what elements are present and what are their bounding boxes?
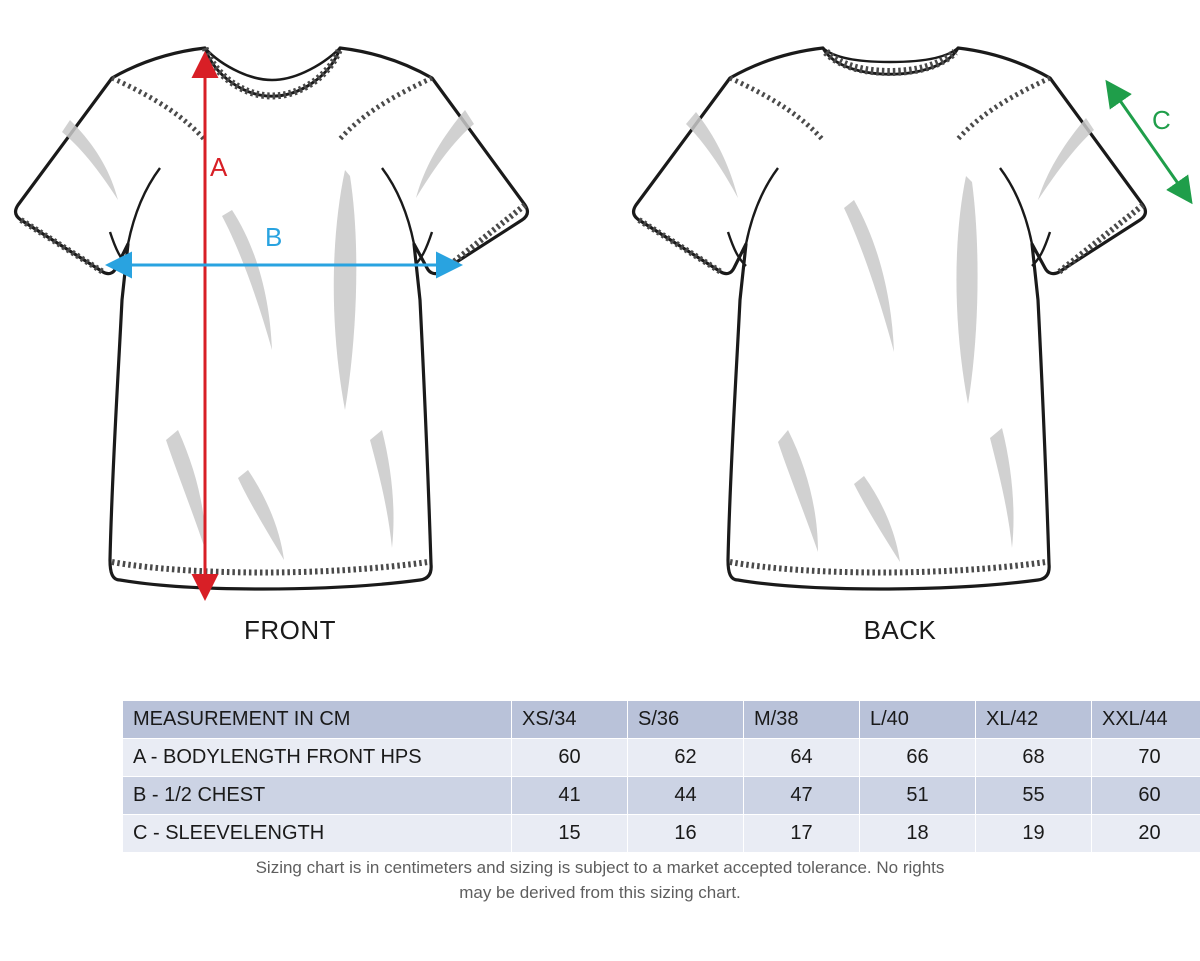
table-header-s: S/36 xyxy=(628,701,744,739)
size-table xyxy=(122,700,1200,853)
cell-sleeve-xxl: 20 xyxy=(1092,815,1200,853)
table-header-measurement: MEASUREMENT IN CM xyxy=(123,701,512,739)
cell-sleeve-xs: 15 xyxy=(512,815,628,853)
cell-chest-l: 51 xyxy=(860,777,976,815)
table-header-xl: XL/42 xyxy=(976,701,1092,739)
dimension-label-c: C xyxy=(1152,105,1171,135)
cell-sleeve-s: 16 xyxy=(628,815,744,853)
table-header-xxl: XXL/44 xyxy=(1092,701,1200,739)
cell-chest-xs: 41 xyxy=(512,777,628,815)
table-row xyxy=(123,739,1200,777)
cell-chest-m: 47 xyxy=(744,777,860,815)
dimension-label-b: B xyxy=(265,222,283,252)
tshirt-front-illustration xyxy=(16,48,528,589)
back-view-label: BACK xyxy=(863,615,937,645)
table-header-row xyxy=(123,701,1200,739)
tshirt-back-illustration xyxy=(634,48,1184,589)
measurement-line-c xyxy=(1114,92,1184,192)
cell-chest-xl: 55 xyxy=(976,777,1092,815)
dimension-label-a: A xyxy=(210,152,228,182)
cell-bodylength-xxl: 70 xyxy=(1092,739,1200,777)
cell-chest-s: 44 xyxy=(628,777,744,815)
table-header-xs: XS/34 xyxy=(512,701,628,739)
cell-sleeve-m: 17 xyxy=(744,815,860,853)
cell-bodylength-xs: 60 xyxy=(512,739,628,777)
row-label-bodylength: A - BODYLENGTH FRONT HPS xyxy=(123,739,512,777)
cell-bodylength-xl: 68 xyxy=(976,739,1092,777)
table-header-l: L/40 xyxy=(860,701,976,739)
table-header-m: M/38 xyxy=(744,701,860,739)
size-table-wrapper xyxy=(122,700,1168,853)
front-view-label: FRONT xyxy=(243,615,337,645)
disclaimer-line-2: may be derived from this sizing chart. xyxy=(459,883,741,902)
cell-sleeve-l: 18 xyxy=(860,815,976,853)
cell-bodylength-m: 64 xyxy=(744,739,860,777)
disclaimer-note xyxy=(0,855,1200,905)
disclaimer-line-1: Sizing chart is in centimeters and sizing is subject to a market accepted tolerance. No rights xyxy=(255,858,945,877)
table-row xyxy=(123,815,1200,853)
cell-sleeve-xl: 19 xyxy=(976,815,1092,853)
cell-bodylength-s: 62 xyxy=(628,739,744,777)
table-row xyxy=(123,777,1200,815)
row-label-sleevelength: C - SLEEVELENGTH xyxy=(123,815,512,853)
row-label-chest: B - 1/2 CHEST xyxy=(123,777,512,815)
cell-bodylength-l: 66 xyxy=(860,739,976,777)
cell-chest-xxl: 60 xyxy=(1092,777,1200,815)
